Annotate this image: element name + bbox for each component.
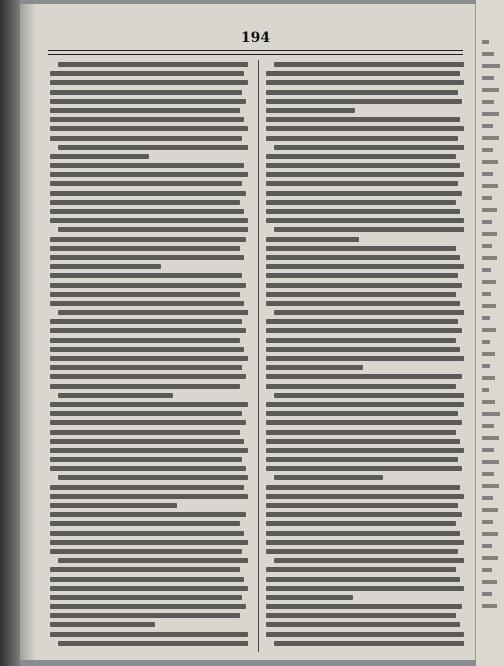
adjacent-page-edge (475, 0, 504, 666)
text-line (50, 420, 246, 425)
text-line (50, 154, 149, 159)
text-line (50, 613, 240, 618)
text-line (266, 402, 464, 407)
text-line (266, 319, 458, 324)
adjacent-page-text-fragment (482, 148, 493, 152)
adjacent-page-text-fragment (482, 232, 497, 236)
text-line (50, 218, 248, 223)
text-line (50, 319, 242, 324)
text-line (266, 374, 462, 379)
adjacent-page-text-fragment (482, 484, 499, 488)
text-line (266, 503, 458, 508)
adjacent-page-text (482, 40, 500, 616)
text-line (266, 301, 460, 306)
adjacent-page-text-fragment (482, 520, 493, 524)
adjacent-page-text-fragment (482, 88, 499, 92)
adjacent-page-text-fragment (482, 592, 492, 596)
text-line (266, 154, 456, 159)
page-header (48, 32, 463, 48)
adjacent-page-text-fragment (482, 412, 500, 416)
text-line (50, 595, 242, 600)
text-line (58, 310, 248, 315)
text-line (50, 457, 242, 462)
text-line (266, 200, 456, 205)
column-divider (258, 60, 259, 652)
text-line (50, 512, 246, 517)
text-line (50, 126, 248, 131)
text-line (266, 99, 462, 104)
text-line (50, 328, 246, 333)
text-line (266, 457, 458, 462)
text-line (266, 622, 460, 627)
text-line (266, 90, 458, 95)
adjacent-page-text-fragment (482, 424, 494, 428)
text-line (50, 632, 248, 637)
text-line (266, 264, 464, 269)
text-line (50, 255, 244, 260)
text-line (50, 292, 240, 297)
text-line (266, 172, 464, 177)
text-line (50, 384, 240, 389)
text-line (266, 108, 355, 113)
text-line (50, 99, 246, 104)
text-line (266, 328, 462, 333)
adjacent-page-text-fragment (482, 400, 495, 404)
adjacent-page-text-fragment (482, 340, 490, 344)
text-line (50, 439, 244, 444)
text-line (266, 549, 458, 554)
text-line (50, 604, 246, 609)
text-line (50, 622, 155, 627)
adjacent-page-text-fragment (482, 208, 497, 212)
adjacent-page-text-fragment (482, 196, 492, 200)
adjacent-page-text-fragment (482, 304, 496, 308)
text-line (274, 393, 464, 398)
text-line (58, 393, 173, 398)
text-line (50, 209, 244, 214)
text-line (266, 117, 460, 122)
text-line (50, 136, 242, 141)
text-line (50, 586, 248, 591)
header-rule (48, 50, 463, 51)
adjacent-page-text-fragment (482, 244, 492, 248)
text-line (266, 292, 456, 297)
page-number: 194 (240, 30, 271, 46)
text-line (50, 549, 242, 554)
text-line (266, 430, 456, 435)
adjacent-page-text-fragment (482, 460, 499, 464)
text-line (58, 145, 248, 150)
text-line (266, 604, 462, 609)
adjacent-page-text-fragment (482, 280, 496, 284)
text-line (266, 136, 458, 141)
text-line (266, 126, 464, 131)
text-line (266, 439, 460, 444)
text-line (50, 365, 242, 370)
text-line (266, 448, 464, 453)
text-line (266, 80, 464, 85)
adjacent-page-text-fragment (482, 112, 499, 116)
adjacent-page-text-fragment (482, 64, 500, 68)
adjacent-page-text-fragment (482, 136, 499, 140)
text-line (50, 494, 248, 499)
adjacent-page-text-fragment (482, 556, 498, 560)
text-line (266, 283, 462, 288)
text-line (266, 384, 456, 389)
text-line (58, 558, 248, 563)
text-line (50, 108, 240, 113)
text-line (274, 558, 464, 563)
text-line (266, 632, 464, 637)
text-line (50, 246, 240, 251)
adjacent-page-text-fragment (482, 496, 493, 500)
text-line (50, 402, 248, 407)
text-line (50, 80, 248, 85)
adjacent-page-text-fragment (482, 328, 496, 332)
newspaper-page (20, 4, 481, 660)
text-line (266, 595, 353, 600)
text-line (58, 641, 248, 646)
text-line (50, 531, 244, 536)
text-line (50, 503, 177, 508)
adjacent-page-text-fragment (482, 604, 497, 608)
adjacent-page-text-fragment (482, 472, 494, 476)
text-line (274, 310, 464, 315)
adjacent-page-text-fragment (482, 568, 492, 572)
adjacent-page-text-fragment (482, 532, 498, 536)
text-line (266, 540, 464, 545)
adjacent-page-text-fragment (482, 52, 494, 56)
text-line (266, 466, 462, 471)
text-line (50, 430, 240, 435)
adjacent-page-text-fragment (482, 220, 492, 224)
adjacent-page-text-fragment (482, 124, 493, 128)
text-line (50, 338, 240, 343)
adjacent-page-text-fragment (482, 76, 494, 80)
adjacent-page-text-fragment (482, 508, 498, 512)
text-line (274, 227, 464, 232)
text-line (266, 71, 460, 76)
adjacent-page-text-fragment (482, 544, 492, 548)
text-line (266, 255, 460, 260)
text-line (58, 475, 248, 480)
text-column-right (266, 62, 464, 652)
text-line (50, 117, 244, 122)
text-line (50, 181, 242, 186)
text-line (50, 264, 161, 269)
adjacent-page-text-fragment (482, 352, 495, 356)
text-line (266, 209, 460, 214)
text-line (50, 466, 246, 471)
text-line (50, 411, 242, 416)
adjacent-page-text-fragment (482, 160, 498, 164)
text-line (274, 145, 464, 150)
text-line (266, 237, 359, 242)
text-line (58, 227, 248, 232)
text-line (266, 163, 460, 168)
text-line (266, 365, 363, 370)
gutter-shadow (20, 4, 36, 660)
adjacent-page-text-fragment (482, 172, 493, 176)
text-line (50, 200, 240, 205)
text-line (274, 641, 464, 646)
text-line (266, 485, 460, 490)
text-line (266, 586, 464, 591)
text-line (266, 420, 462, 425)
text-line (50, 374, 246, 379)
text-column-left (50, 62, 248, 652)
text-line (50, 356, 248, 361)
adjacent-page-text-fragment (482, 364, 490, 368)
adjacent-page-text-fragment (482, 448, 494, 452)
text-line (50, 521, 240, 526)
text-line (50, 172, 248, 177)
text-line (266, 521, 456, 526)
text-line (266, 347, 460, 352)
text-line (50, 448, 248, 453)
text-line (266, 273, 458, 278)
text-line (266, 577, 460, 582)
text-line (266, 218, 464, 223)
text-line (50, 71, 244, 76)
text-line (50, 485, 244, 490)
text-line (50, 283, 246, 288)
text-line (58, 62, 248, 67)
book-spine (0, 0, 20, 666)
text-line (274, 62, 464, 67)
adjacent-page-text-fragment (482, 268, 491, 272)
adjacent-page-text-fragment (482, 256, 497, 260)
text-line (50, 237, 246, 242)
text-line (50, 347, 244, 352)
text-line (50, 577, 244, 582)
text-line (266, 246, 456, 251)
text-line (266, 411, 458, 416)
text-line (50, 567, 240, 572)
text-line (274, 475, 383, 480)
text-line (266, 613, 456, 618)
text-line (50, 90, 242, 95)
text-line (50, 191, 246, 196)
adjacent-page-text-fragment (482, 40, 489, 44)
text-line (50, 273, 242, 278)
text-line (266, 338, 456, 343)
adjacent-page-text-fragment (482, 184, 498, 188)
text-line (266, 567, 456, 572)
adjacent-page-text-fragment (482, 100, 494, 104)
text-line (266, 356, 464, 361)
adjacent-page-text-fragment (482, 436, 499, 440)
adjacent-page-text-fragment (482, 292, 491, 296)
text-line (266, 531, 460, 536)
header-rule-secondary (48, 54, 463, 55)
adjacent-page-text-fragment (482, 316, 490, 320)
adjacent-page-text-fragment (482, 376, 495, 380)
text-line (266, 512, 462, 517)
text-line (50, 163, 244, 168)
adjacent-page-text-fragment (482, 580, 497, 584)
text-line (266, 181, 458, 186)
text-line (266, 191, 462, 196)
text-line (50, 540, 248, 545)
adjacent-page-text-fragment (482, 388, 489, 392)
text-line (50, 301, 244, 306)
text-line (266, 494, 464, 499)
